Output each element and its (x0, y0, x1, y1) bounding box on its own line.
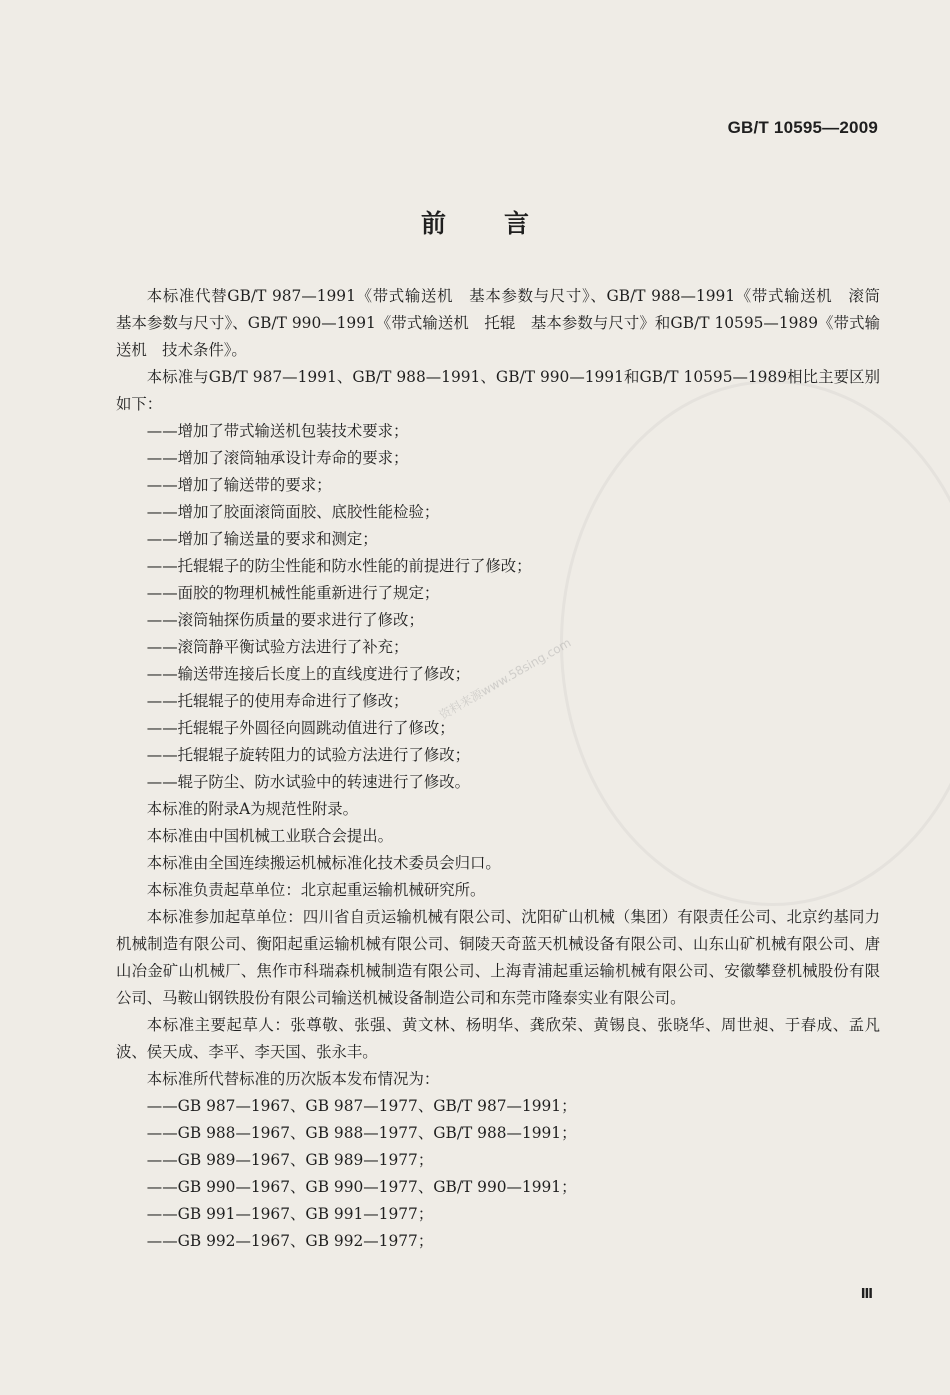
watermark-text: 资料来源www.58sing.com (436, 635, 574, 723)
list-item: ——增加了带式输送机包装技术要求； (146, 422, 409, 440)
paragraph-main-drafters: 本标准主要起草人：张尊敬、张强、黄文林、杨明华、龚欣荣、黄锡良、张晓华、周世昶、于春成、孟凡波、侯天成、李平、李天国、张永丰。 (116, 1016, 880, 1061)
paragraph-lead-drafter: 本标准负责起草单位：北京起重运输机械研究所。 (146, 881, 486, 899)
paragraph-differences-intro: 本标准与GB/T 987—1991、GB/T 988—1991、GB/T 990—1991和GB/T 10595—1989相比主要区别如下： (116, 368, 880, 413)
list-item: ——面胶的物理机械性能重新进行了规定； (146, 584, 440, 602)
history-list (116, 1093, 880, 1255)
page-title: 前言 (420, 209, 587, 238)
paragraph-committee: 本标准由全国连续搬运机械标准化技术委员会归口。 (146, 854, 501, 872)
paragraph-participating-drafters: 本标准参加起草单位：四川省自贡运输机械有限公司、沈阳矿山机械（集团）有限责任公司、北京约基同力机械制造有限公司、衡阳起重运输机械有限公司、铜陵天奇蓝天机械设备有限公司、山东山矿机械有限公司、唐山冶金矿山机械厂、焦作市科瑞森机械制造有限公司、上海青浦起重运输机械有限公司、安徽攀登机械股份有限公司、马鞍山钢铁股份有限公司输送机械设备制造公司和东莞市隆泰实业有限公司。 (116, 908, 880, 1007)
paragraph-replacement: 本标准代替GB/T 987—1991《带式输送机 基本参数与尺寸》、GB/T 988—1991《带式输送机 滚筒 基本参数与尺寸》、GB/T 990—1991《带式输送机 托辊 基本参数与尺寸》和GB/T 10595—1989《带式输送机 技术条件》。 (116, 287, 896, 359)
list-item: ——滚筒轴探伤质量的要求进行了修改； (146, 611, 424, 629)
paragraph-proposer: 本标准由中国机械工业联合会提出。 (146, 827, 394, 845)
list-item: ——GB 989—1967、GB 989—1977； (146, 1151, 434, 1169)
foreword-body (116, 283, 896, 1255)
list-item: ——增加了输送带的要求； (146, 476, 332, 494)
list-item: ——托辊辊子的使用寿命进行了修改； (146, 692, 409, 710)
page-number: Ⅲ (860, 1287, 872, 1302)
paragraph-history-intro: 本标准所代替标准的历次版本发布情况为： (146, 1070, 440, 1088)
standard-number: GB/T 10595—2009 (727, 118, 878, 137)
list-item: ——托辊辊子的防尘性能和防水性能的前提进行了修改； (146, 557, 532, 575)
list-item: ——增加了输送量的要求和测定； (146, 530, 378, 548)
list-item: ——托辊辊子旋转阻力的试验方法进行了修改； (146, 746, 471, 764)
list-item: ——GB 987—1967、GB 987—1977、GB/T 987—1991； (146, 1097, 577, 1115)
list-item: ——GB 988—1967、GB 988—1977、GB/T 988—1991； (146, 1124, 577, 1142)
list-item: ——增加了滚筒轴承设计寿命的要求； (146, 449, 409, 467)
paragraph-appendix: 本标准的附录A为规范性附录。 (146, 800, 358, 818)
list-item: ——输送带连接后长度上的直线度进行了修改； (146, 665, 471, 683)
list-item: ——GB 990—1967、GB 990—1977、GB/T 990—1991； (146, 1178, 577, 1196)
list-item: ——GB 992—1967、GB 992—1977； (146, 1232, 434, 1250)
list-item: ——托辊辊子外圆径向圆跳动值进行了修改； (146, 719, 455, 737)
list-item: ——滚筒静平衡试验方法进行了补充； (146, 638, 409, 656)
list-item: ——增加了胶面滚筒面胶、底胶性能检验； (146, 503, 440, 521)
differences-list (116, 418, 880, 796)
list-item: ——辊子防尘、防水试验中的转速进行了修改。 (146, 773, 471, 791)
list-item: ——GB 991—1967、GB 991—1977； (146, 1205, 434, 1223)
